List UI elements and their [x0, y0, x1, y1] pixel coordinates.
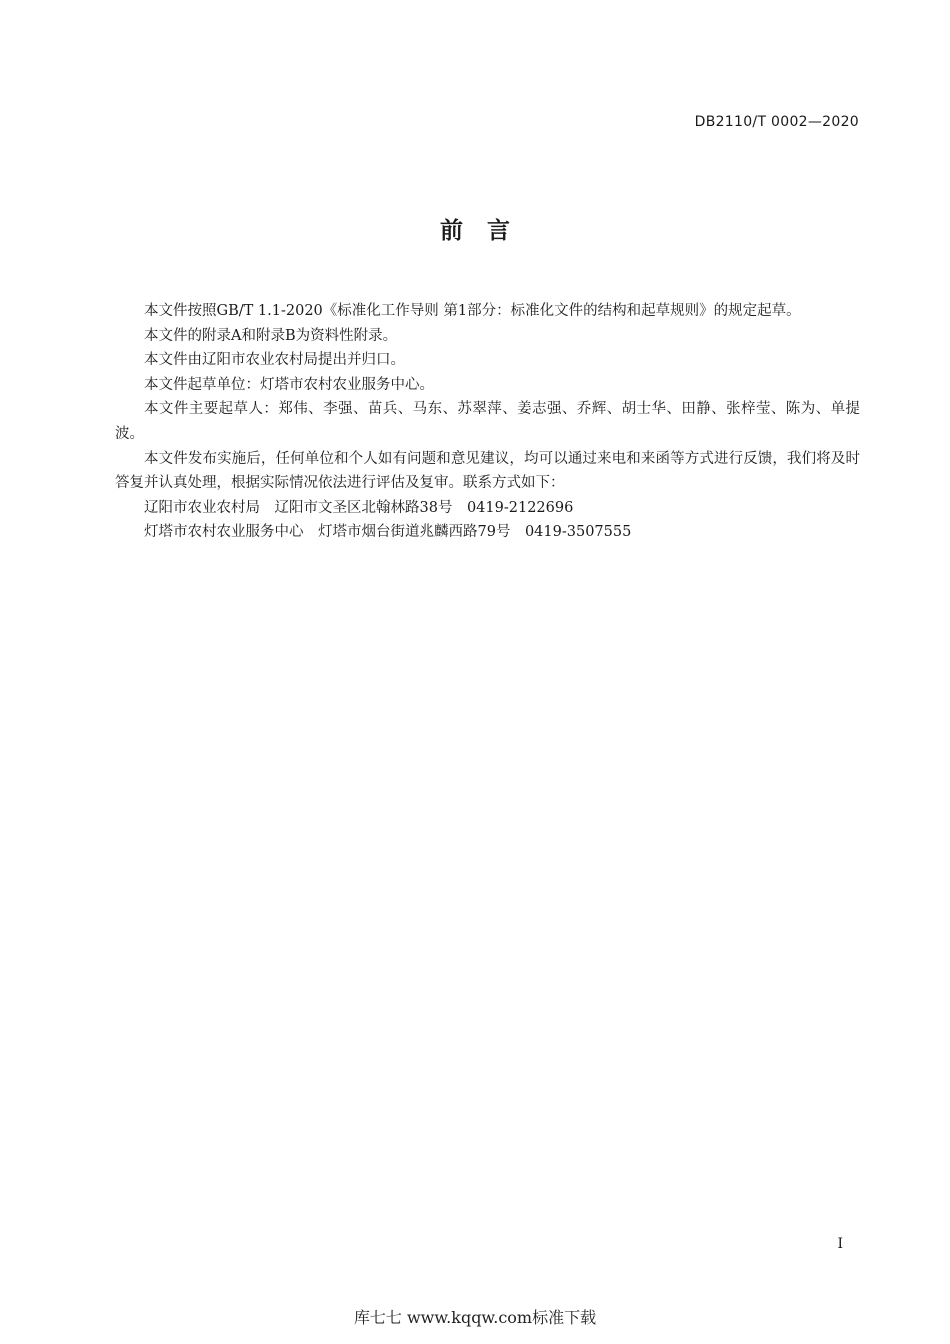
footer-watermark: 库七七 www.kqqw.com标准下载	[353, 1308, 597, 1327]
paragraph-drafting-rules: 本文件按照GB/T 1.1-2020《标准化工作导则 第1部分：标准化文件的结构和起草规则》的规定起草。	[144, 303, 801, 319]
foreword-body	[115, 299, 860, 545]
document-code: DB2110/T 0002—2020	[694, 114, 859, 130]
paragraph-appendix: 本文件的附录A和附录B为资料性附录。	[144, 327, 398, 344]
paragraph-drafters: 本文件主要起草人：郑伟、李强、苗兵、马东、苏翠萍、姜志强、乔辉、胡士华、田静、张梓莹、陈为、单提波。	[115, 401, 860, 442]
contact-line-dengta: 灯塔市农村农业服务中心 灯塔市烟台街道兆麟西路79号 0419-3507555	[144, 524, 632, 541]
paragraph-proposer: 本文件由辽阳市农业农村局提出并归口。	[144, 352, 405, 369]
paragraph-drafting-unit: 本文件起草单位：灯塔市农村农业服务中心。	[144, 376, 434, 393]
contact-line-liaoyang: 辽阳市农业农村局 辽阳市文圣区北翰林路38号 0419-2122696	[144, 499, 574, 516]
paragraph-feedback: 本文件发布实施后，任何单位和个人如有问题和意见建议，均可以通过来电和来函等方式进行反馈，我们将及时答复并认真处理，根据实际情况依法进行评估及复审。联系方式如下：	[115, 450, 860, 492]
page-title: 前言	[440, 218, 534, 244]
page-number: I	[837, 1236, 843, 1252]
